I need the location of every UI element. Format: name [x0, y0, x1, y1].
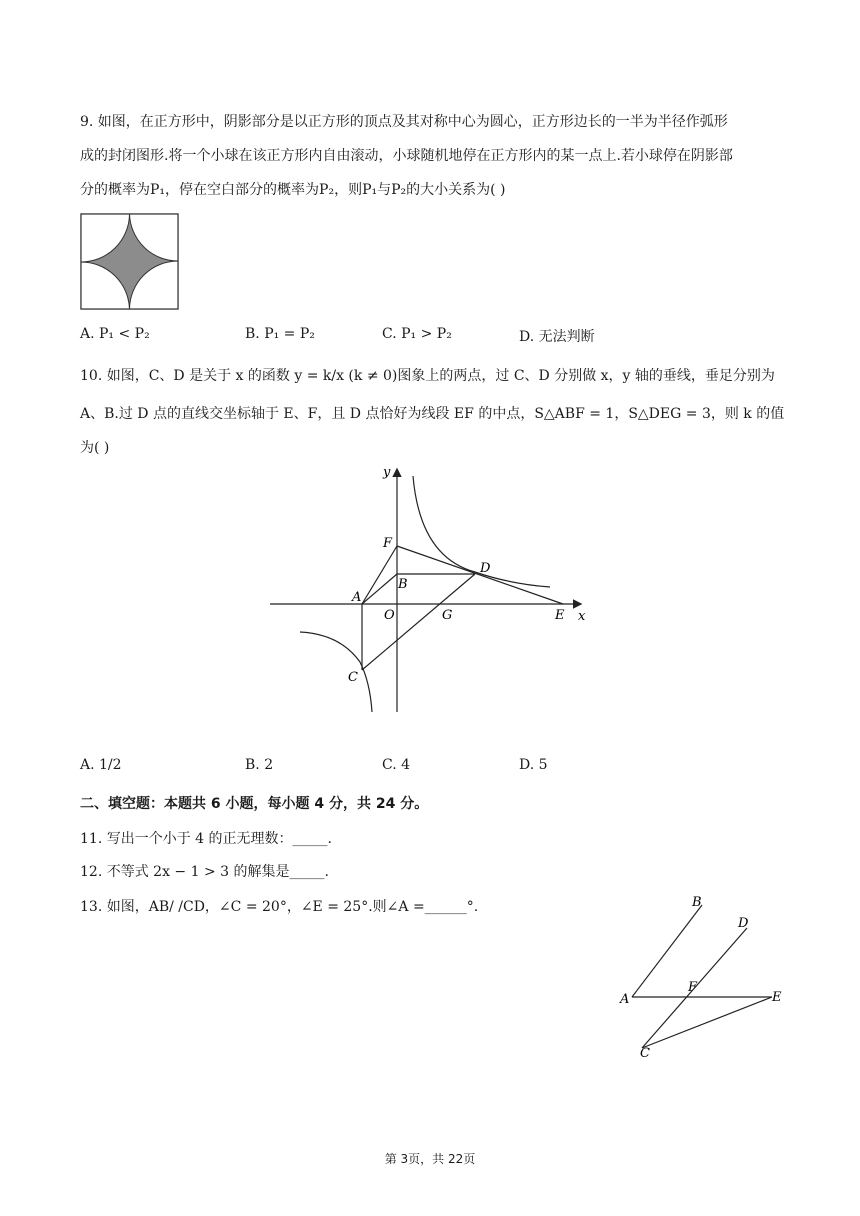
q9-line-2: 成的封闭图形.将一个小球在该正方形内自由滚动，小球随机地停在正方形内的某一点上.若小球停在阴影部 — [80, 148, 733, 164]
q10-option-a: A. 1/2 — [80, 757, 122, 773]
fig-label-D: D — [738, 916, 749, 931]
fig-label-F: F — [688, 980, 698, 995]
label-D: D — [480, 561, 491, 576]
q11-text: 11. 写出一个小于 4 的正无理数：_____. — [80, 831, 332, 847]
label-A: A — [352, 590, 362, 605]
q13-figure — [612, 890, 792, 1060]
q9-option-b: B. P₁ = P₂ — [245, 326, 315, 342]
hyperbola-branch-2 — [300, 632, 372, 712]
q10-option-b: B. 2 — [245, 757, 274, 773]
label-G: G — [442, 608, 453, 623]
fig-label-E: E — [772, 990, 782, 1005]
label-E: E — [555, 608, 565, 623]
q10-option-c: C. 4 — [382, 757, 411, 773]
label-y: y — [383, 465, 391, 480]
q10-graph — [270, 462, 590, 717]
fig-label-A: A — [620, 992, 630, 1007]
label-x: x — [578, 609, 586, 624]
label-O: O — [384, 608, 395, 623]
q9-line-1: 9. 如图，在正方形中，阴影部分是以正方形的顶点及其对称中心为圆心，正方形边长的一半为半径作弧形 — [80, 114, 728, 130]
fig-label-C: C — [640, 1046, 650, 1060]
label-C: C — [348, 670, 358, 685]
q9-option-a: A. P₁ < P₂ — [80, 326, 150, 342]
q10-option-d: D. 5 — [519, 757, 548, 773]
page-footer: 第 3页，共 22页 — [384, 1152, 476, 1166]
q12-text: 12. 不等式 2x − 1 > 3 的解集是_____. — [80, 864, 329, 880]
q10-line-3: 为( ) — [80, 440, 110, 456]
q10-line-2: A、B.过 D 点的直线交坐标轴于 E、F，且 D 点恰好为线段 EF 的中点，S△ABF = 1，S△DEG = 3，则 k 的值 — [80, 406, 785, 422]
q9-square-figure — [80, 213, 180, 311]
q13-text: 13. 如图，AB/ /CD，∠C = 20°，∠E = 25°.则∠A =______°. — [80, 899, 479, 915]
label-B: B — [398, 577, 408, 592]
fig-label-B: B — [692, 895, 702, 910]
q9-line-3: 分的概率为P₁，停在空白部分的概率为P₂，则P₁与P₂的大小关系为( ) — [80, 182, 506, 198]
q10-line-1: 10. 如图，C、D 是关于 x 的函数 y = k/x (k ≠ 0)图象上的两点，过 C、D 分别做 x，y 轴的垂线，垂足分别为 — [80, 368, 775, 384]
q9-option-d: D. 无法判断 — [519, 329, 595, 345]
label-F: F — [383, 536, 393, 551]
q9-option-c: C. P₁ > P₂ — [382, 326, 452, 342]
section-heading: 二、填空题：本题共 6 小题，每小题 4 分，共 24 分。 — [80, 796, 429, 812]
